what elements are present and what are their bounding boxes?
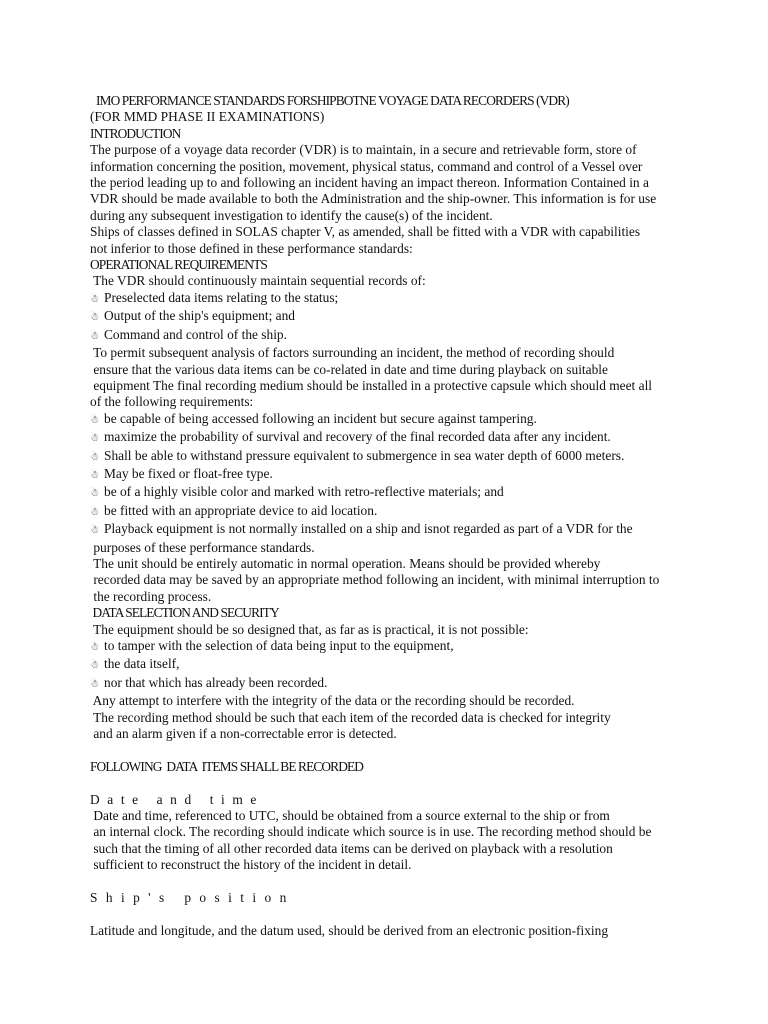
list-item: Output of the ship's equipment; and	[104, 308, 295, 324]
requirements-bullet-list	[90, 411, 698, 540]
heading-introduction: INTRODUCTION	[90, 125, 181, 141]
bullet-icon	[90, 638, 104, 656]
bullet-icon	[90, 521, 104, 539]
heading-operational-requirements: OPERATIONAL REQUIREMENTS	[90, 257, 267, 273]
bullet-icon	[90, 503, 104, 521]
bullet-icon	[90, 675, 104, 693]
text-line: The purpose of a voyage data recorder (VDR) is to maintain, in a secure and retrievable form, store of	[90, 142, 637, 158]
intro-paragraph	[90, 142, 698, 257]
text-line: The recording method should be such that each item of the recorded data is checked for integrity	[90, 709, 611, 725]
bullet-icon	[90, 484, 104, 502]
date-paragraph	[90, 808, 698, 874]
text-line: and an alarm given if a non-correctable error is detected.	[90, 726, 397, 742]
list-item: the data itself,	[104, 656, 180, 672]
heading-ships-position: Ship's position	[90, 890, 295, 906]
list-item: May be fixed or float-free type.	[104, 465, 273, 481]
list-item: Command and control of the ship.	[104, 326, 287, 342]
spacer	[90, 742, 698, 758]
list-item: to tamper with the selection of data being input to the equipment,	[104, 638, 454, 653]
text-line: during any subsequent investigation to identify the cause(s) of the incident.	[90, 207, 493, 223]
text-line: equipment The final recording medium should be installed in a protective capsule which should meet all	[90, 377, 653, 393]
text-line: The unit should be entirely automatic in normal operation. Means should be provided whereby	[90, 555, 601, 571]
bullet-icon	[90, 656, 104, 674]
document-title: IMO PERFORMANCE STANDARDS FORSHIPBOTNE VOYAGE DATA RECORDERS (VDR)	[96, 93, 569, 108]
heading-recorded-items: FOLLOWING DATA ITEMS SHALL BE RECORDED	[90, 758, 364, 774]
bullet-icon	[90, 411, 104, 429]
position-paragraph	[90, 923, 698, 939]
bullet-icon	[90, 290, 104, 308]
bullet-icon	[90, 308, 104, 326]
text-line: Latitude and longitude, and the datum used, should be derived from an electronic position-fixing	[90, 922, 609, 938]
text-line: Date and time, referenced to UTC, should be obtained from a source external to the ship or from	[90, 808, 610, 824]
selection-bullet-list	[90, 638, 698, 693]
list-item: be fitted with an appropriate device to aid location.	[104, 502, 378, 518]
text-line: sufficient to reconstruct the history of the incident in detail.	[90, 857, 412, 873]
text-line: The VDR should continuously maintain sequential records of:	[90, 273, 426, 289]
spacer	[90, 775, 698, 791]
list-item: be capable of being accessed following an incident but secure against tampering.	[104, 410, 537, 426]
text-line: not inferior to those defined in these performance standards:	[90, 240, 413, 256]
text-line: recorded data may be saved by an appropriate method following an incident, with minimal interruption to	[90, 572, 660, 588]
spacer	[90, 906, 698, 922]
text-line: the recording process.	[90, 588, 212, 604]
bullet-icon	[90, 429, 104, 447]
list-item: maximize the probability of survival and recovery of the final recorded data after any incident.	[104, 429, 611, 445]
text-line: Any attempt to interfere with the integrity of the data or the recording should be recorded.	[90, 693, 575, 709]
document-subtitle: (FOR MMD PHASE II EXAMINATIONS)	[90, 109, 325, 125]
text-line: The equipment should be so designed that, as far as is practical, it is not possible:	[90, 621, 529, 637]
text-line: such that the timing of all other recorded data items can be derived on playback with a resolution	[90, 840, 613, 856]
list-item: Shall be able to withstand pressure equivalent to submergence in sea water depth of 6000 meters.	[104, 447, 625, 463]
spacer	[90, 874, 698, 890]
heading-data-selection: DATA SELECTION AND SECURITY	[90, 605, 279, 621]
requirements-paragraph	[90, 540, 698, 606]
operational-paragraph	[90, 345, 698, 411]
text-line: Ships of classes defined in SOLAS chapter V, as amended, shall be fitted with a VDR with capabilities	[90, 224, 641, 240]
list-item: Playback equipment is not normally installed on a ship and isnot regarded as part of a VDR for the	[104, 521, 633, 537]
list-item: nor that which has already been recorded.	[104, 674, 328, 690]
text-line: ensure that the various data items can be co-related in date and time during playback on suitable	[90, 361, 608, 377]
operational-bullet-list	[90, 290, 698, 345]
text-line: information concerning the position, movement, physical status, command and control of a Vessel over	[90, 158, 643, 174]
selection-paragraph	[90, 693, 698, 742]
list-item: Preselected data items relating to the status;	[104, 289, 339, 305]
text-line: To permit subsequent analysis of factors surrounding an incident, the method of recording should	[90, 345, 615, 361]
text-line: the period leading up to and following an incident having an impact thereon. Information Contained in a	[90, 175, 649, 191]
list-item: be of a highly visible color and marked with retro-reflective materials; and	[104, 484, 504, 500]
text-line: an internal clock. The recording should indicate which source is in use. The recording method should be	[90, 824, 652, 840]
heading-date-and-time: Date and time	[90, 791, 264, 807]
bullet-icon	[90, 327, 104, 345]
text-line: VDR should be made available to both the Administration and the ship-owner. This information is for use	[90, 191, 657, 207]
bullet-icon	[90, 466, 104, 484]
text-line: purposes of these performance standards.	[90, 539, 315, 555]
text-line: of the following requirements:	[90, 394, 254, 410]
bullet-icon	[90, 448, 104, 466]
